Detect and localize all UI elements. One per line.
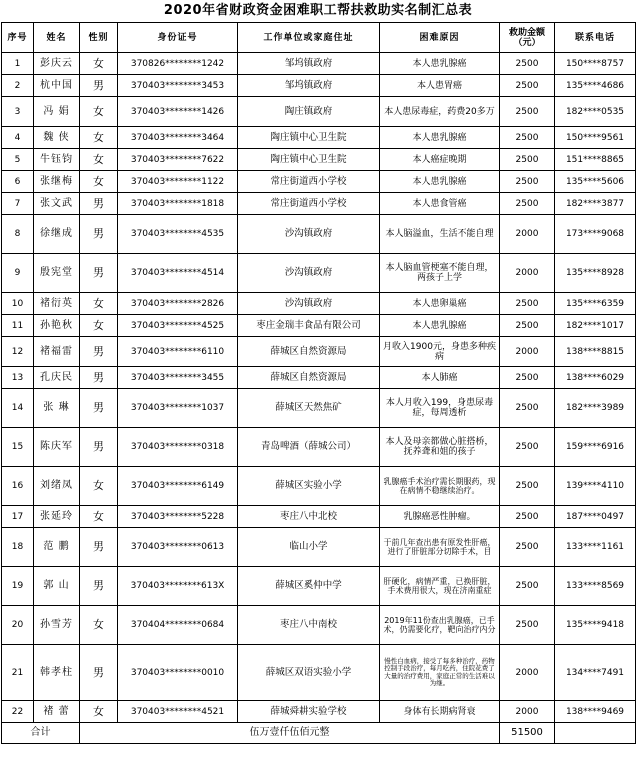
cell-id: 370403********0613 <box>118 528 238 567</box>
cell-id: 370403********1122 <box>118 171 238 193</box>
table-row <box>2 337 636 367</box>
total-row <box>2 723 636 744</box>
cell-unit: 枣庄八中北校 <box>238 506 380 528</box>
cell-id: 370403********0010 <box>118 645 238 701</box>
cell-sex: 男 <box>80 567 118 606</box>
cell-id: 370403********613X <box>118 567 238 606</box>
cell-unit: 薛城区自然资源局 <box>238 367 380 389</box>
cell-phone: 159****6916 <box>555 428 636 467</box>
cell-sex: 女 <box>80 293 118 315</box>
table-row <box>2 389 636 428</box>
table-row <box>2 53 636 75</box>
cell-id: 370403********3464 <box>118 127 238 149</box>
cell-no: 8 <box>2 215 34 254</box>
cell-no: 14 <box>2 389 34 428</box>
cell-amount: 2500 <box>500 567 555 606</box>
cell-sex: 女 <box>80 506 118 528</box>
table-row <box>2 127 636 149</box>
cell-unit: 常庄街道西小学校 <box>238 193 380 215</box>
cell-unit: 常庄街道西小学校 <box>238 171 380 193</box>
cell-unit: 陶庄镇政府 <box>238 97 380 127</box>
cell-phone: 135****5606 <box>555 171 636 193</box>
cell-id: 370403********3453 <box>118 75 238 97</box>
table-row <box>2 293 636 315</box>
table-row <box>2 149 636 171</box>
table-row <box>2 506 636 528</box>
table-body <box>2 53 636 723</box>
cell-name: 褚 蕾 <box>34 701 80 723</box>
cell-phone: 135****8928 <box>555 254 636 293</box>
cell-name: 彭庆云 <box>34 53 80 75</box>
cell-phone: 150****8757 <box>555 53 636 75</box>
cell-amount: 2500 <box>500 127 555 149</box>
cell-name: 孔庆民 <box>34 367 80 389</box>
table-row <box>2 75 636 97</box>
header-no: 序号 <box>2 23 34 53</box>
table-row <box>2 97 636 127</box>
cell-name: 范 鹏 <box>34 528 80 567</box>
cell-sex: 女 <box>80 171 118 193</box>
cell-id: 370403********1818 <box>118 193 238 215</box>
total-label: 合计 <box>2 723 80 744</box>
cell-sex: 男 <box>80 254 118 293</box>
cell-unit: 沙沟镇政府 <box>238 293 380 315</box>
cell-sex: 男 <box>80 389 118 428</box>
cell-id: 370403********7622 <box>118 149 238 171</box>
cell-id: 370403********5228 <box>118 506 238 528</box>
table-row <box>2 367 636 389</box>
cell-reason: 本人患乳腺癌 <box>380 127 500 149</box>
cell-unit: 沙沟镇政府 <box>238 215 380 254</box>
cell-sex: 男 <box>80 337 118 367</box>
cell-amount: 2500 <box>500 97 555 127</box>
table-row <box>2 701 636 723</box>
cell-amount: 2500 <box>500 171 555 193</box>
cell-amount: 2500 <box>500 53 555 75</box>
cell-amount: 2000 <box>500 337 555 367</box>
cell-no: 10 <box>2 293 34 315</box>
cell-name: 陈庆军 <box>34 428 80 467</box>
cell-no: 5 <box>2 149 34 171</box>
cell-phone: 182****0535 <box>555 97 636 127</box>
cell-phone: 182****3877 <box>555 193 636 215</box>
cell-phone: 135****9418 <box>555 606 636 645</box>
cell-sex: 男 <box>80 528 118 567</box>
cell-name: 牛钰钧 <box>34 149 80 171</box>
cell-amount: 2500 <box>500 75 555 97</box>
cell-name: 韩孝柱 <box>34 645 80 701</box>
table-row <box>2 171 636 193</box>
cell-unit: 枣庄八中南校 <box>238 606 380 645</box>
cell-no: 22 <box>2 701 34 723</box>
cell-sex: 女 <box>80 97 118 127</box>
table-row <box>2 315 636 337</box>
cell-unit: 薛城舜耕实验学校 <box>238 701 380 723</box>
cell-amount: 2500 <box>500 367 555 389</box>
cell-no: 13 <box>2 367 34 389</box>
table-row <box>2 467 636 506</box>
cell-phone: 138****9469 <box>555 701 636 723</box>
cell-sex: 女 <box>80 606 118 645</box>
cell-name: 郭 山 <box>34 567 80 606</box>
header-phone: 联系电话 <box>555 23 636 53</box>
cell-amount: 2500 <box>500 528 555 567</box>
cell-no: 18 <box>2 528 34 567</box>
cell-reason: 本人患卵巢癌 <box>380 293 500 315</box>
cell-reason: 肝硬化，病情严重，已换肝脏，手术费用很大，现在济南重症 <box>380 567 500 606</box>
cell-id: 370403********4521 <box>118 701 238 723</box>
cell-amount: 2500 <box>500 193 555 215</box>
cell-reason: 本人患乳腺癌 <box>380 171 500 193</box>
cell-amount: 2500 <box>500 149 555 171</box>
cell-sex: 男 <box>80 428 118 467</box>
cell-reason: 本人脑溢血，生活不能自理 <box>380 215 500 254</box>
cell-reason: 本人患乳腺癌 <box>380 315 500 337</box>
cell-unit: 青岛啤酒（薛城公司） <box>238 428 380 467</box>
cell-no: 3 <box>2 97 34 127</box>
cell-amount: 2500 <box>500 506 555 528</box>
cell-amount: 2000 <box>500 701 555 723</box>
cell-reason: 于前几年查出患有原发性肝癌，进行了肝脏部分切除手术，目 <box>380 528 500 567</box>
cell-sex: 女 <box>80 315 118 337</box>
cell-name: 杭中国 <box>34 75 80 97</box>
cell-amount: 2500 <box>500 606 555 645</box>
cell-amount: 2000 <box>500 215 555 254</box>
total-phone-empty <box>555 723 636 744</box>
cell-id: 370826********1242 <box>118 53 238 75</box>
cell-sex: 男 <box>80 193 118 215</box>
cell-name: 张延玲 <box>34 506 80 528</box>
cell-name: 魏 侠 <box>34 127 80 149</box>
cell-id: 370403********4535 <box>118 215 238 254</box>
cell-unit: 薛城区双语实验小学 <box>238 645 380 701</box>
cell-no: 11 <box>2 315 34 337</box>
cell-name: 刘绪凤 <box>34 467 80 506</box>
cell-no: 20 <box>2 606 34 645</box>
cell-id: 370403********2826 <box>118 293 238 315</box>
cell-name: 徐继成 <box>34 215 80 254</box>
cell-reason: 乳腺癌手术治疗需长期服药，现在病情不稳继续治疗。 <box>380 467 500 506</box>
header-reason: 困难原因 <box>380 23 500 53</box>
cell-phone: 135****6359 <box>555 293 636 315</box>
cell-reason: 慢性白血病，接受了每多种治疗，药物控制手段治疗，每月吃药，住院花费了大量的治疗费用，家庭正常的生活难以为继。 <box>380 645 500 701</box>
cell-no: 16 <box>2 467 34 506</box>
cell-phone: 173****9068 <box>555 215 636 254</box>
header-sex: 性别 <box>80 23 118 53</box>
cell-reason: 本人及母亲都做心脏搭桥，抚养聋和姐的孩子 <box>380 428 500 467</box>
table-row <box>2 215 636 254</box>
total-amount-text: 伍万壹仟伍佰元整 <box>80 723 500 744</box>
cell-name: 张继梅 <box>34 171 80 193</box>
cell-reason: 2019年11份查出乳腺癌，已手术，仍需要化疗，靶向治疗内分 <box>380 606 500 645</box>
cell-id: 370403********1426 <box>118 97 238 127</box>
cell-amount: 2500 <box>500 389 555 428</box>
cell-name: 张文武 <box>34 193 80 215</box>
cell-amount: 2500 <box>500 315 555 337</box>
cell-name: 张 琳 <box>34 389 80 428</box>
cell-no: 2 <box>2 75 34 97</box>
cell-reason: 本人脑血管梗塞不能自理，两孩子上学 <box>380 254 500 293</box>
cell-reason: 乳腺癌恶性肿瘤。 <box>380 506 500 528</box>
cell-phone: 134****7491 <box>555 645 636 701</box>
header-id: 身份证号 <box>118 23 238 53</box>
cell-reason: 身体有长期病肾衰 <box>380 701 500 723</box>
table-row <box>2 528 636 567</box>
cell-sex: 男 <box>80 75 118 97</box>
cell-no: 1 <box>2 53 34 75</box>
cell-reason: 本人癌症晚期 <box>380 149 500 171</box>
header-amount: 救助金额（元） <box>500 23 555 53</box>
cell-amount: 2500 <box>500 293 555 315</box>
cell-phone: 135****4686 <box>555 75 636 97</box>
cell-unit: 薛城区自然资源局 <box>238 337 380 367</box>
cell-unit: 邹坞镇政府 <box>238 75 380 97</box>
cell-unit: 薛城区天然焦矿 <box>238 389 380 428</box>
cell-name: 孙艳秋 <box>34 315 80 337</box>
cell-reason: 本人患食管癌 <box>380 193 500 215</box>
cell-sex: 女 <box>80 701 118 723</box>
cell-name: 褚衍英 <box>34 293 80 315</box>
cell-no: 6 <box>2 171 34 193</box>
cell-sex: 女 <box>80 149 118 171</box>
cell-phone: 150****9561 <box>555 127 636 149</box>
cell-unit: 枣庄金瑞丰食品有限公司 <box>238 315 380 337</box>
table-row <box>2 567 636 606</box>
cell-unit: 薛城区奚仲中学 <box>238 567 380 606</box>
cell-id: 370403********6110 <box>118 337 238 367</box>
cell-id: 370403********3455 <box>118 367 238 389</box>
cell-phone: 138****8815 <box>555 337 636 367</box>
cell-reason: 月收入1900元，身患多种疾病 <box>380 337 500 367</box>
cell-unit: 邹坞镇政府 <box>238 53 380 75</box>
cell-unit: 陶庄镇中心卫生院 <box>238 149 380 171</box>
cell-phone: 182****3989 <box>555 389 636 428</box>
cell-no: 21 <box>2 645 34 701</box>
cell-no: 7 <box>2 193 34 215</box>
header-unit: 工作单位或家庭住址 <box>238 23 380 53</box>
cell-no: 12 <box>2 337 34 367</box>
total-amount: 51500 <box>500 723 555 744</box>
table-row <box>2 428 636 467</box>
cell-no: 15 <box>2 428 34 467</box>
table-row <box>2 193 636 215</box>
cell-id: 370403********6149 <box>118 467 238 506</box>
cell-no: 17 <box>2 506 34 528</box>
cell-id: 370403********1037 <box>118 389 238 428</box>
cell-name: 殷宪堂 <box>34 254 80 293</box>
cell-unit: 临山小学 <box>238 528 380 567</box>
cell-no: 19 <box>2 567 34 606</box>
cell-id: 370403********0318 <box>118 428 238 467</box>
cell-sex: 女 <box>80 53 118 75</box>
header-name: 姓名 <box>34 23 80 53</box>
cell-unit: 陶庄镇中心卫生院 <box>238 127 380 149</box>
cell-id: 370404********0684 <box>118 606 238 645</box>
cell-sex: 女 <box>80 467 118 506</box>
cell-sex: 男 <box>80 215 118 254</box>
header-row <box>2 23 636 53</box>
table-row <box>2 606 636 645</box>
cell-phone: 139****4110 <box>555 467 636 506</box>
cell-name: 冯 娟 <box>34 97 80 127</box>
cell-reason: 本人患胃癌 <box>380 75 500 97</box>
cell-no: 9 <box>2 254 34 293</box>
cell-name: 褚福雷 <box>34 337 80 367</box>
cell-sex: 男 <box>80 367 118 389</box>
cell-unit: 薛城区实验小学 <box>238 467 380 506</box>
cell-phone: 151****8865 <box>555 149 636 171</box>
table-row <box>2 254 636 293</box>
cell-reason: 本人月收入199，身患尿毒症，每周透析 <box>380 389 500 428</box>
cell-phone: 133****1161 <box>555 528 636 567</box>
cell-unit: 沙沟镇政府 <box>238 254 380 293</box>
cell-reason: 本人患乳腺癌 <box>380 53 500 75</box>
cell-id: 370403********4525 <box>118 315 238 337</box>
cell-sex: 男 <box>80 645 118 701</box>
table-row <box>2 645 636 701</box>
cell-reason: 本人患尿毒症，药费20多万 <box>380 97 500 127</box>
cell-phone: 133****8569 <box>555 567 636 606</box>
cell-amount: 2000 <box>500 645 555 701</box>
cell-phone: 187****0497 <box>555 506 636 528</box>
aid-table <box>1 22 636 744</box>
table-title: 2020年省财政资金困难职工帮扶救助实名制汇总表 <box>163 3 473 18</box>
cell-amount: 2000 <box>500 254 555 293</box>
cell-amount: 2500 <box>500 467 555 506</box>
cell-reason: 本人肺癌 <box>380 367 500 389</box>
cell-name: 孙雪芳 <box>34 606 80 645</box>
cell-id: 370403********4514 <box>118 254 238 293</box>
cell-no: 4 <box>2 127 34 149</box>
cell-phone: 182****1017 <box>555 315 636 337</box>
cell-phone: 138****6029 <box>555 367 636 389</box>
cell-amount: 2500 <box>500 428 555 467</box>
cell-sex: 女 <box>80 127 118 149</box>
